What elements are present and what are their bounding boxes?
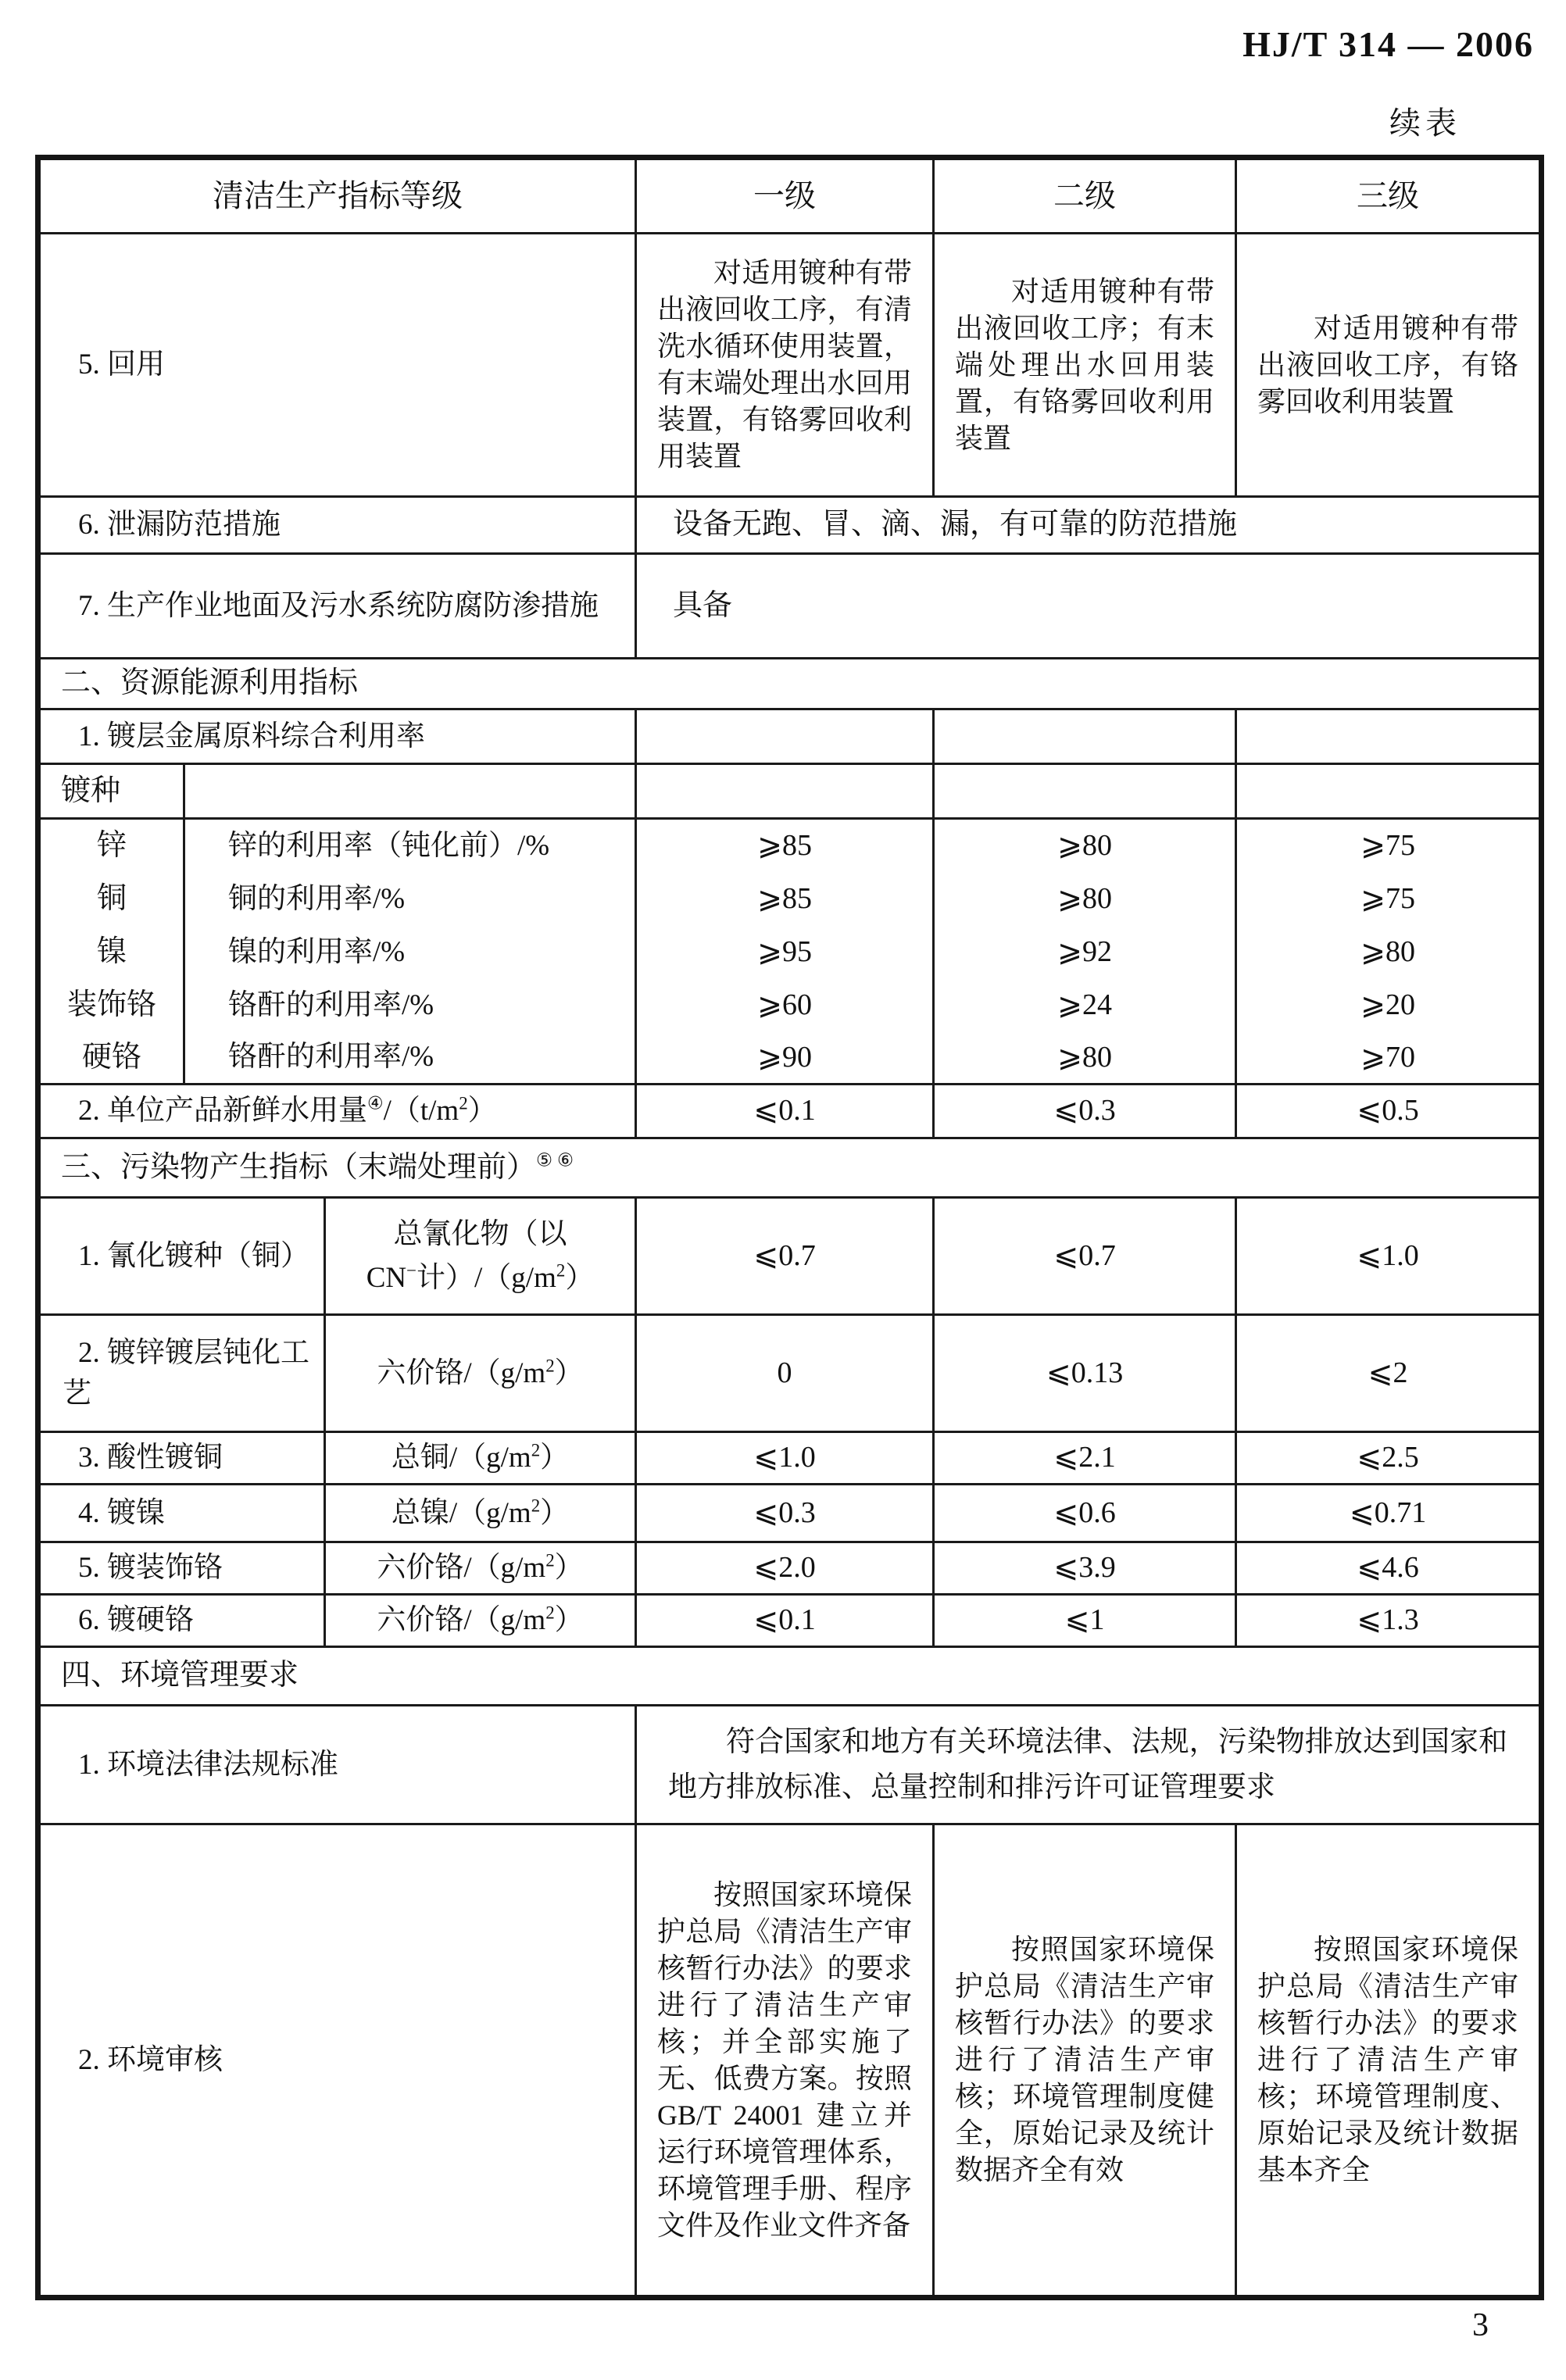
- pollutant-level2: ⩽0.7: [935, 1199, 1237, 1316]
- header-level-3: 三级: [1237, 160, 1539, 234]
- pollutant-row-cyanide: [41, 1199, 1539, 1316]
- metal-row-decorative-chrome: [41, 979, 1539, 1032]
- metal-level1: ⩾60: [637, 979, 935, 1032]
- pollutant-label: 2. 镀锌镀层钝化工艺: [41, 1316, 326, 1433]
- plating-type-label: 镀种: [41, 765, 185, 820]
- fresh-water-label: 2. 单位产品新鲜水用量$^④/(t/m^2)$: [41, 1085, 637, 1139]
- floor-value: 具备: [637, 555, 1539, 659]
- row-plating-type: [41, 765, 1539, 820]
- empty-cell: [1237, 765, 1539, 820]
- row-env-audit: [41, 1825, 1539, 2295]
- metal-level2: ⩾24: [935, 979, 1237, 1032]
- pollutant-desc: 总镍$/(g/m^2)$: [326, 1485, 637, 1543]
- metal-name: 铜: [41, 873, 185, 926]
- fresh-water-level2: ⩽0.3: [935, 1085, 1237, 1139]
- pollutant-row-nickel: [41, 1485, 1539, 1543]
- pollutant-level3: ⩽2.5: [1237, 1433, 1539, 1485]
- row-fresh-water: [41, 1085, 1539, 1139]
- row-env-law: [41, 1706, 1539, 1825]
- metal-desc: 铜的利用率/%: [185, 873, 637, 926]
- pollutant-level3: ⩽1.0: [1237, 1199, 1539, 1316]
- pollutant-level1: ⩽0.1: [637, 1596, 935, 1648]
- cleaner-production-indicator-table: [35, 155, 1544, 2300]
- header-level-2: 二级: [935, 160, 1237, 234]
- metal-desc: 锌的利用率（钝化前）/%: [185, 820, 637, 873]
- pollutant-row-hard-chrome: [41, 1596, 1539, 1648]
- utilization-rate-label: 1. 镀层金属原料综合利用率: [41, 710, 637, 765]
- empty-cell: [1237, 710, 1539, 765]
- pollutant-level3: ⩽4.6: [1237, 1543, 1539, 1596]
- pollutant-row-decorative-chrome: [41, 1543, 1539, 1596]
- metal-row-nickel: [41, 926, 1539, 979]
- empty-cell: [637, 765, 935, 820]
- pollutant-label: 3. 酸性镀铜: [41, 1433, 326, 1485]
- pollutant-label: 4. 镀镍: [41, 1485, 326, 1543]
- section-env-management-title: 四、环境管理要求: [41, 1648, 1539, 1706]
- header-indicator-grade: 清洁生产指标等级: [41, 160, 637, 234]
- leak-label: 6. 泄漏防范措施: [41, 498, 637, 555]
- pollutant-level2: ⩽0.6: [935, 1485, 1237, 1543]
- metal-row-copper: [41, 873, 1539, 926]
- empty-cell: [935, 765, 1237, 820]
- pollutant-desc: 六价铬$/(g/m^2)$: [326, 1596, 637, 1648]
- metal-name: 锌: [41, 820, 185, 873]
- pollutant-level1: ⩽0.7: [637, 1199, 935, 1316]
- row-section-pollutants: [41, 1139, 1539, 1199]
- fresh-water-level1: ⩽0.1: [637, 1085, 935, 1139]
- row-utilization-rate: [41, 710, 1539, 765]
- env-audit-level2: 按照国家环境保护总局《清洁生产审核暂行办法》的要求进行了清洁生产审核；环境管理制度健全，原始记录及统计数据齐全有效: [935, 1825, 1237, 2295]
- metal-level1: ⩾85: [637, 820, 935, 873]
- metal-name: 硬铬: [41, 1032, 185, 1085]
- metal-level2: ⩾80: [935, 820, 1237, 873]
- metal-level3: ⩾75: [1360, 829, 1415, 863]
- pollutant-row-zinc-passivation: [41, 1316, 1539, 1433]
- floor-label: 7. 生产作业地面及污水系统防腐防渗措施: [41, 555, 637, 659]
- row-reuse: [41, 234, 1539, 498]
- table-header-row: [41, 160, 1539, 234]
- metal-name: 装饰铬: [41, 979, 185, 1032]
- metal-row-hard-chrome: [41, 1032, 1539, 1085]
- pollutant-level3: ⩽1.3: [1237, 1596, 1539, 1648]
- env-law-value: 符合国家和地方有关环境法律、法规，污染物排放达到国家和地方排放标准、总量控制和排污许可证管理要求: [637, 1706, 1539, 1825]
- metal-level1: ⩾85: [637, 873, 935, 926]
- pollutant-level2: ⩽3.9: [935, 1543, 1237, 1596]
- pollutant-desc: 六价铬$/(g/m^2)$: [326, 1543, 637, 1596]
- pollutant-desc: 总铜$/(g/m^2)$: [326, 1433, 637, 1485]
- metal-desc: 铬酐的利用率/%: [185, 979, 637, 1032]
- row-section-env-management: [41, 1648, 1539, 1706]
- metal-level3: ⩾20: [1360, 988, 1415, 1022]
- page-number: 3: [1472, 2307, 1489, 2343]
- row-floor-anticorrosion: [41, 555, 1539, 659]
- doc-number: HJ/T 314 — 2006: [1242, 24, 1534, 64]
- metal-desc: 镍的利用率/%: [185, 926, 637, 979]
- pollutant-label: 5. 镀装饰铬: [41, 1543, 326, 1596]
- env-audit-level3: 按照国家环境保护总局《清洁生产审核暂行办法》的要求进行了清洁生产审核；环境管理制度、原始记录及统计数据基本齐全: [1257, 1934, 1519, 2185]
- metal-name: 镍: [41, 926, 185, 979]
- pollutant-level1: ⩽2.0: [637, 1543, 935, 1596]
- pollutant-level2: ⩽2.1: [935, 1433, 1237, 1485]
- metal-level3: ⩾80: [1360, 935, 1415, 969]
- row-section-resources: [41, 659, 1539, 710]
- pollutant-level1: ⩽1.0: [637, 1433, 935, 1485]
- env-audit-level1: 按照国家环境保护总局《清洁生产审核暂行办法》的要求进行了清洁生产审核；并全部实施了无、低费方案。按照 GB/T 24001 建立并运行环境管理体系，环境管理手册、程序文件及作业文件齐备: [637, 1825, 935, 2295]
- pollutant-level3: ⩽2: [1237, 1316, 1539, 1433]
- metal-level2: ⩾80: [935, 1032, 1237, 1085]
- metal-level2: ⩾80: [935, 873, 1237, 926]
- metal-row-zinc: [41, 820, 1539, 873]
- row-leak-prevention: [41, 498, 1539, 555]
- fresh-water-level3: ⩽0.5: [1237, 1085, 1539, 1139]
- leak-value: 设备无跑、冒、滴、漏，有可靠的防范措施: [637, 498, 1539, 555]
- env-law-label: 1. 环境法律法规标准: [41, 1706, 637, 1825]
- reuse-level2: 对适用镀种有带出液回收工序；有末端处理出水回用装置，有铬雾回收利用装置: [935, 234, 1237, 498]
- pollutant-desc: 六价铬$/(g/m^2)$: [326, 1316, 637, 1433]
- metal-level3: ⩾75: [1360, 882, 1415, 916]
- header-level-1: 一级: [637, 160, 935, 234]
- pollutant-level2: ⩽1: [935, 1596, 1237, 1648]
- continued-table-label: 续表: [1389, 105, 1461, 141]
- pollutant-level3: ⩽0.71: [1237, 1485, 1539, 1543]
- pollutant-row-acid-copper: [41, 1433, 1539, 1485]
- metal-level3: ⩾70: [1237, 1032, 1539, 1085]
- metal-level2: ⩾92: [935, 926, 1237, 979]
- reuse-level1: 对适用镀种有带出液回收工序，有清洗水循环使用装置，有末端处理出水回用装置，有铬雾回收利用装置: [637, 234, 935, 498]
- metal-level1: ⩾95: [637, 926, 935, 979]
- section-resources-title: 二、资源能源利用指标: [41, 659, 1539, 710]
- pollutant-label: 6. 镀硬铬: [41, 1596, 326, 1648]
- env-audit-label: 2. 环境审核: [41, 1825, 637, 2295]
- empty-cell: [935, 710, 1237, 765]
- metal-desc: 铬酐的利用率/%: [185, 1032, 637, 1085]
- pollutant-desc: 总氰化物（以CN−计）$/(g/m^2)$: [326, 1199, 637, 1316]
- pollutant-level1: ⩽0.3: [637, 1485, 935, 1543]
- pollutant-level1: 0: [637, 1316, 935, 1433]
- empty-cell: [185, 765, 637, 820]
- metal-level1: ⩾90: [637, 1032, 935, 1085]
- pollutant-level2: ⩽0.13: [935, 1316, 1237, 1433]
- reuse-label: 5. 回用: [41, 234, 637, 498]
- section-pollutants-title: 三、污染物产生指标（末端处理前）⑤ ⑥: [41, 1139, 1539, 1199]
- pollutant-label: 1. 氰化镀种（铜）: [41, 1199, 326, 1316]
- reuse-level3: 对适用镀种有带出液回收工序，有铬雾回收利用装置: [1237, 234, 1539, 498]
- empty-cell: [637, 710, 935, 765]
